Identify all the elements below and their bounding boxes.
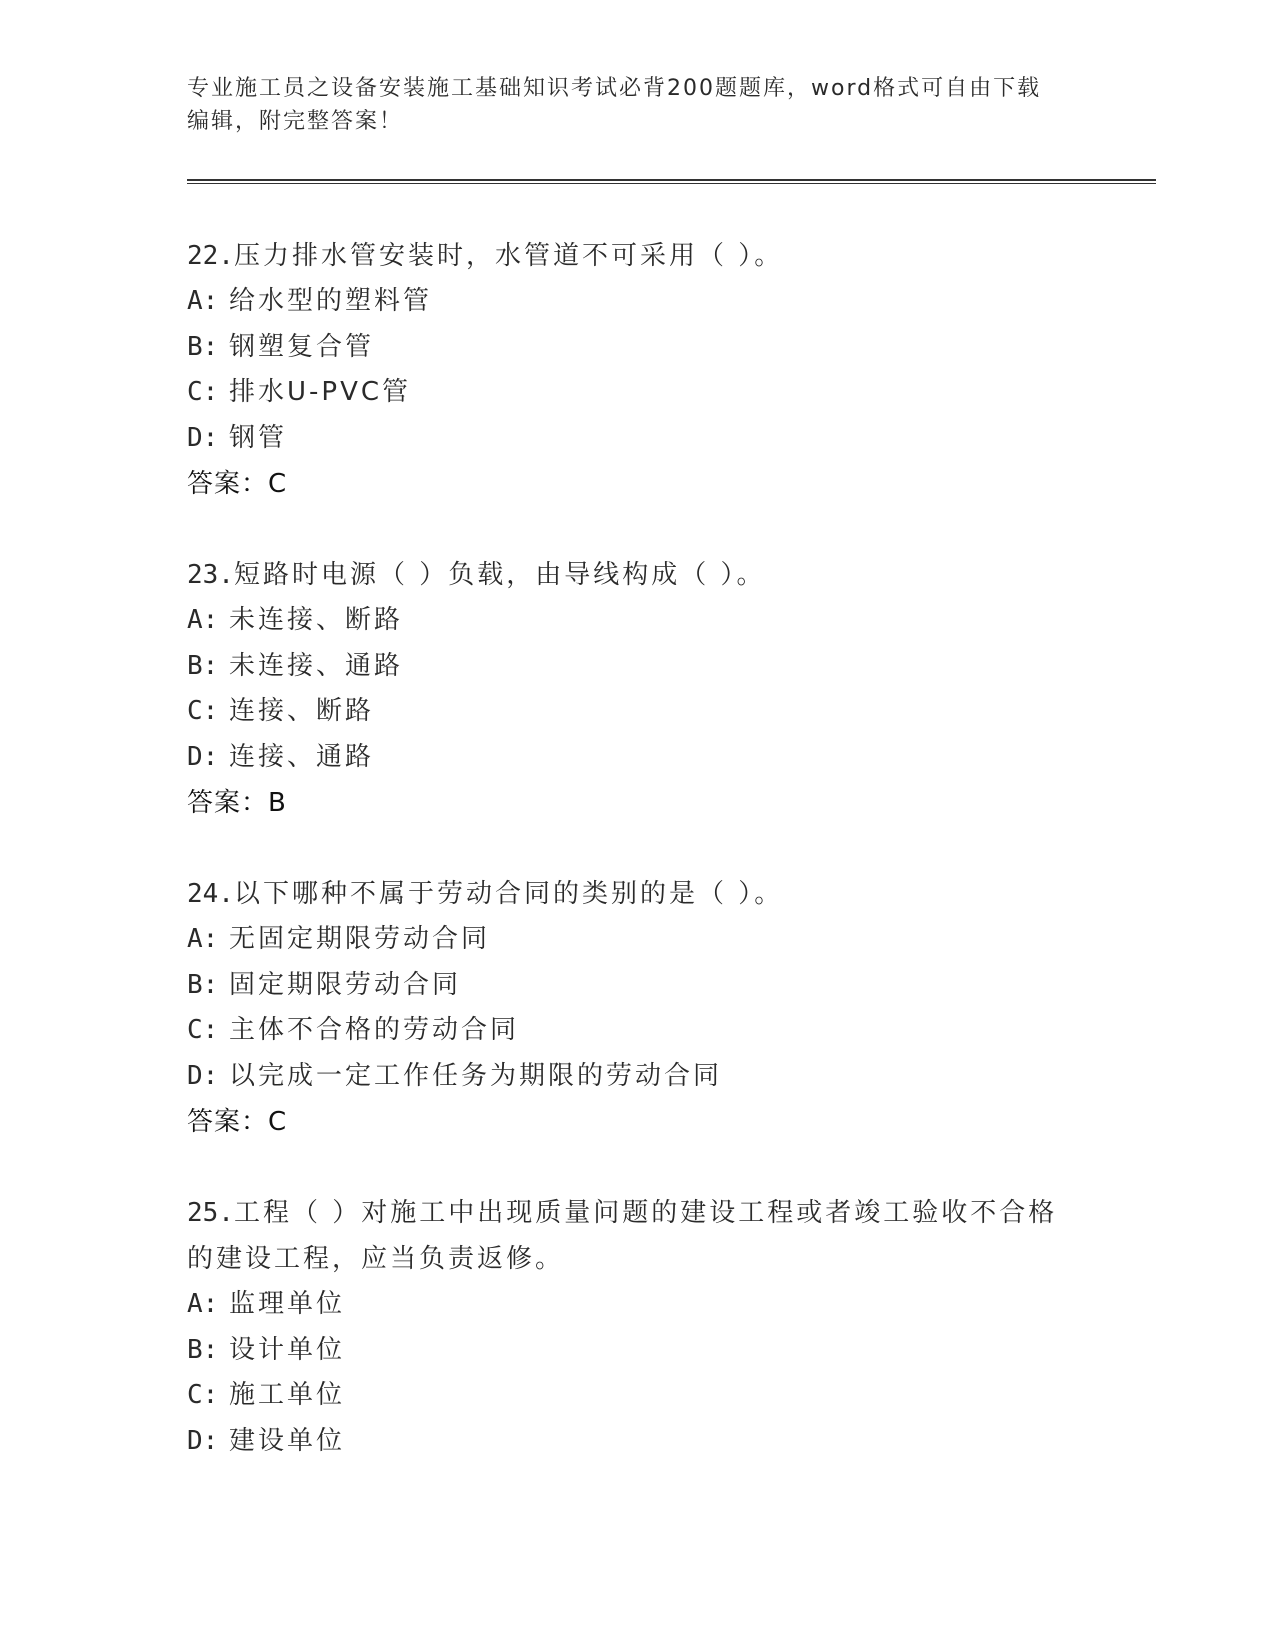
option-text: 钢塑复合管 [229,331,375,362]
option-a [187,1282,1067,1328]
question-22 [187,233,1067,507]
option-text: 连接、通路 [229,741,375,772]
option-b [187,1328,1067,1374]
option-letter: B: [187,1334,219,1365]
option-letter: D: [187,422,219,453]
document-header [187,72,1087,138]
option-c [187,689,1067,735]
option-letter: D: [187,1425,219,1456]
question-number: 25. [187,1198,234,1228]
option-text: 给水型的塑料管 [229,286,433,316]
question-23 [187,552,1067,826]
option-letter: D: [187,741,219,772]
question-number: 24. [187,879,234,909]
option-text: 建设单位 [229,1425,346,1456]
option-d [187,1419,1067,1465]
option-d [187,1054,1067,1100]
question-stem [187,1190,1067,1282]
option-letter: B: [187,969,219,1000]
option-text: 无固定期限劳动合同 [229,924,491,954]
option-letter: A: [187,286,219,316]
option-b [187,644,1067,690]
option-text: 以完成一定工作任务为期限的劳动合同 [229,1060,723,1091]
question-24 [187,871,1067,1145]
option-text: 排水U-PVC管 [229,377,412,407]
option-b [187,963,1067,1009]
option-a [187,279,1067,325]
question-stem [187,233,1067,279]
option-letter: C: [187,1380,219,1410]
answer-line: 答案：C [187,1107,288,1137]
option-text: 未连接、断路 [229,605,404,635]
option-text: 监理单位 [229,1289,346,1319]
question-text: 工程（ ）对施工中出现质量问题的建设工程或者竣工验收不合格的建设工程，应当负责返修。 [187,1198,1058,1274]
option-c [187,370,1067,416]
header-divider [187,179,1156,184]
header-line-1: 专业施工员之设备安装施工基础知识考试必背200题题库，word格式可自由下载 [187,76,1042,101]
question-stem [187,552,1067,598]
question-text: 以下哪种不属于劳动合同的类别的是（ ）。 [233,879,784,909]
answer-line: 答案：C [187,469,288,499]
option-letter: C: [187,696,219,726]
question-stem [187,871,1067,917]
question-25 [187,1190,1067,1464]
option-d [187,416,1067,462]
question-number: 22. [187,241,234,271]
option-letter: D: [187,1060,219,1091]
option-text: 施工单位 [229,1380,346,1410]
option-c [187,1008,1067,1054]
answer-line: 答案：B [187,788,287,818]
question-text: 短路时电源（ ）负载，由导线构成（ ）。 [233,560,766,590]
question-number: 23. [187,560,234,590]
option-text: 设计单位 [229,1334,346,1365]
option-letter: B: [187,331,219,362]
option-c [187,1373,1067,1419]
option-letter: C: [187,377,219,407]
option-text: 主体不合格的劳动合同 [229,1015,520,1045]
option-a [187,598,1067,644]
question-text: 压力排水管安装时，水管道不可采用（ ）。 [233,241,784,271]
option-text: 钢管 [229,422,288,453]
option-d [187,735,1067,781]
option-text: 未连接、通路 [229,650,404,681]
option-text: 连接、断路 [229,696,375,726]
option-text: 固定期限劳动合同 [229,969,462,1000]
header-line-2: 编辑，附完整答案！ [187,109,404,134]
option-letter: B: [187,650,219,681]
option-letter: A: [187,1289,219,1319]
option-b [187,325,1067,371]
option-letter: A: [187,924,219,954]
option-letter: C: [187,1015,219,1045]
option-a [187,917,1067,963]
option-letter: A: [187,605,219,635]
